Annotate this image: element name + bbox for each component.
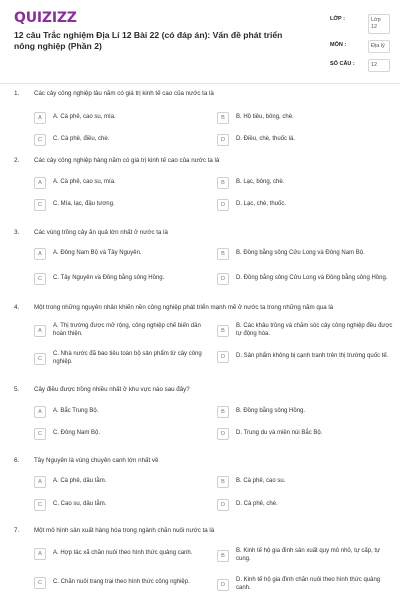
option-b[interactable] bbox=[217, 476, 393, 488]
meta-row-count bbox=[330, 59, 390, 72]
question-text: Một mô hình sản xuất hàng hóa trong ngành chăn nuôi nước ta là bbox=[34, 527, 215, 534]
option-text: D. Điều, chè, thuốc lá. bbox=[236, 136, 296, 143]
option-letter: D bbox=[217, 499, 229, 511]
option-letter: D bbox=[217, 199, 229, 211]
option-letter: A bbox=[34, 476, 46, 488]
question-number: 4. bbox=[14, 304, 20, 311]
question-text: Một trong những nguyên nhân khiến nền công nghiệp phát triển mạnh mẽ ở nước ta trong những năm qua là bbox=[34, 304, 334, 311]
option-letter: B bbox=[217, 112, 229, 124]
option-d[interactable] bbox=[217, 199, 393, 211]
option-a[interactable] bbox=[34, 248, 202, 260]
option-letter: A bbox=[34, 112, 46, 124]
option-letter: C bbox=[34, 273, 46, 285]
quiz-meta bbox=[330, 14, 390, 78]
option-b[interactable] bbox=[217, 248, 393, 260]
option-d[interactable] bbox=[217, 428, 393, 440]
option-letter: D bbox=[217, 351, 229, 363]
option-text: C. Chăn nuôi trang trại theo hình thức công nghiệp. bbox=[53, 579, 190, 586]
option-letter: C bbox=[34, 199, 46, 211]
quizizz-logo: QUIZIZZ bbox=[14, 10, 77, 26]
option-text: B. Lạc, bông, chè. bbox=[236, 179, 285, 186]
option-text: B. Kinh tế hộ gia đình sản xuất quy mô nhỏ, tự cấp, tự cung. bbox=[236, 548, 381, 562]
meta-value-class: Lớp 12 bbox=[368, 14, 390, 34]
option-a[interactable] bbox=[34, 476, 202, 488]
question-text: Các cây công nghiệp hàng năm có giá trị kinh tế cao của nước ta là bbox=[34, 157, 220, 164]
option-text: D. Cà phê, chè. bbox=[236, 501, 278, 508]
option-text: D. Đồng bằng sông Cửu Long và Đồng bằng sông Hồng. bbox=[236, 275, 388, 282]
question-text: Các vùng trồng cây ăn quả lớn nhất ở nước ta là bbox=[34, 229, 168, 236]
option-letter: B bbox=[217, 325, 229, 337]
option-text: B. Hồ tiêu, bông, chè. bbox=[236, 114, 294, 121]
meta-value-subject: Địa lý bbox=[368, 40, 390, 53]
question-text: Các cây công nghiệp lâu năm có giá trị kinh tế cao của nước ta là bbox=[34, 90, 214, 97]
option-text: D. Lạc, chè, thuốc. bbox=[236, 201, 287, 208]
option-text: C. Đông Nam Bộ. bbox=[53, 430, 101, 437]
option-a[interactable] bbox=[34, 177, 202, 189]
option-b[interactable] bbox=[217, 323, 393, 338]
option-c[interactable] bbox=[34, 577, 202, 589]
option-c[interactable] bbox=[34, 499, 202, 511]
option-a[interactable] bbox=[34, 406, 202, 418]
option-text: A. Cà phê, dầu tằm. bbox=[53, 478, 107, 485]
meta-label-subject: MÔN : bbox=[330, 42, 347, 48]
option-letter: D bbox=[217, 579, 229, 591]
option-d[interactable] bbox=[217, 499, 393, 511]
option-text: A. Cà phê, cao su, mía. bbox=[53, 179, 116, 186]
option-letter: B bbox=[217, 177, 229, 189]
option-text: A. Đông Nam Bộ và Tây Nguyên. bbox=[53, 250, 142, 257]
header-divider bbox=[0, 83, 400, 84]
option-text: B. Cà phê, cao su. bbox=[236, 478, 286, 485]
option-a[interactable] bbox=[34, 112, 202, 124]
option-text: B. Các khâu trồng và chăm sóc cây công nghiệp đều được tự động hóa. bbox=[236, 323, 393, 337]
option-text: A. Thị trường được mở rộng, công nghiệp chế biến dần hoàn thiện. bbox=[53, 323, 201, 337]
option-c[interactable] bbox=[34, 199, 202, 211]
option-d[interactable] bbox=[217, 351, 393, 363]
option-c[interactable] bbox=[34, 134, 202, 146]
meta-value-count: 12 bbox=[368, 59, 390, 72]
option-a[interactable] bbox=[34, 548, 202, 560]
option-d[interactable] bbox=[217, 134, 393, 146]
meta-row-subject bbox=[330, 40, 390, 53]
question-number: 2. bbox=[14, 157, 20, 164]
option-letter: B bbox=[217, 406, 229, 418]
question-number: 3. bbox=[14, 229, 20, 236]
option-letter: D bbox=[217, 428, 229, 440]
option-letter: A bbox=[34, 248, 46, 260]
option-text: C. Nhà nước đã bao tiêu toàn bộ sản phẩm từ cây công nghiệp. bbox=[53, 351, 202, 365]
option-b[interactable] bbox=[217, 177, 393, 189]
option-text: C. Mía, lạc, đậu tương. bbox=[53, 201, 115, 208]
meta-row-class bbox=[330, 14, 390, 34]
option-text: D. Kinh tế hộ gia đình chăn nuôi theo hình thức quảng canh. bbox=[236, 577, 381, 591]
question-number: 5. bbox=[14, 386, 20, 393]
option-letter: A bbox=[34, 548, 46, 560]
option-letter: A bbox=[34, 325, 46, 337]
option-b[interactable] bbox=[217, 406, 393, 418]
meta-label-count: SỐ CÂU : bbox=[330, 61, 355, 67]
question-text: Tây Nguyên là vùng chuyên canh lớn nhất về bbox=[34, 457, 159, 464]
question-number: 1. bbox=[14, 90, 20, 97]
option-text: D. Trung du và miền núi Bắc Bộ. bbox=[236, 430, 323, 437]
option-letter: A bbox=[34, 406, 46, 418]
option-c[interactable] bbox=[34, 428, 202, 440]
option-letter: C bbox=[34, 134, 46, 146]
option-letter: C bbox=[34, 499, 46, 511]
option-b[interactable] bbox=[217, 548, 393, 563]
option-text: B. Đồng bằng sông Cửu Long và Đông Nam Bộ. bbox=[236, 250, 365, 257]
question-number: 7. bbox=[14, 527, 20, 534]
option-letter: B bbox=[217, 550, 229, 562]
option-text: A. Hợp tác xã chăn nuôi theo hình thức quảng canh. bbox=[53, 550, 193, 557]
option-d[interactable] bbox=[217, 273, 393, 285]
question-number: 6. bbox=[14, 457, 20, 464]
option-text: D. Sản phẩm không bị cạnh tranh trên thị trường quốc tế. bbox=[236, 353, 389, 360]
option-text: C. Cao su, dâu tằm. bbox=[53, 501, 107, 508]
option-b[interactable] bbox=[217, 112, 393, 124]
option-letter: A bbox=[34, 177, 46, 189]
option-letter: C bbox=[34, 353, 46, 365]
option-d[interactable] bbox=[217, 577, 393, 592]
option-a[interactable] bbox=[34, 323, 202, 338]
question-text: Cây điều được trồng nhiều nhất ở khu vực nào sau đây? bbox=[34, 386, 190, 393]
option-letter: D bbox=[217, 134, 229, 146]
option-letter: B bbox=[217, 248, 229, 260]
option-c[interactable] bbox=[34, 273, 202, 285]
option-letter: B bbox=[217, 476, 229, 488]
option-letter: C bbox=[34, 428, 46, 440]
option-letter: C bbox=[34, 577, 46, 589]
quiz-header bbox=[0, 0, 400, 86]
option-text: C. Cà phê, điều, chè. bbox=[53, 136, 110, 143]
option-letter: D bbox=[217, 273, 229, 285]
option-text: A. Cà phê, cao su, mía. bbox=[53, 114, 116, 121]
option-c[interactable] bbox=[34, 351, 202, 366]
option-text: A. Bắc Trung Bộ. bbox=[53, 408, 99, 415]
quiz-title: 12 câu Trắc nghiệm Địa Lí 12 Bài 22 (có đáp án): Vấn đề phát triển nông nghiệp (Phần 2) bbox=[14, 30, 283, 51]
option-text: B. Đồng bằng sông Hồng. bbox=[236, 408, 306, 415]
option-text: C. Tây Nguyên và Đồng bằng sông Hồng. bbox=[53, 275, 165, 282]
meta-label-class: LỚP : bbox=[330, 16, 345, 22]
